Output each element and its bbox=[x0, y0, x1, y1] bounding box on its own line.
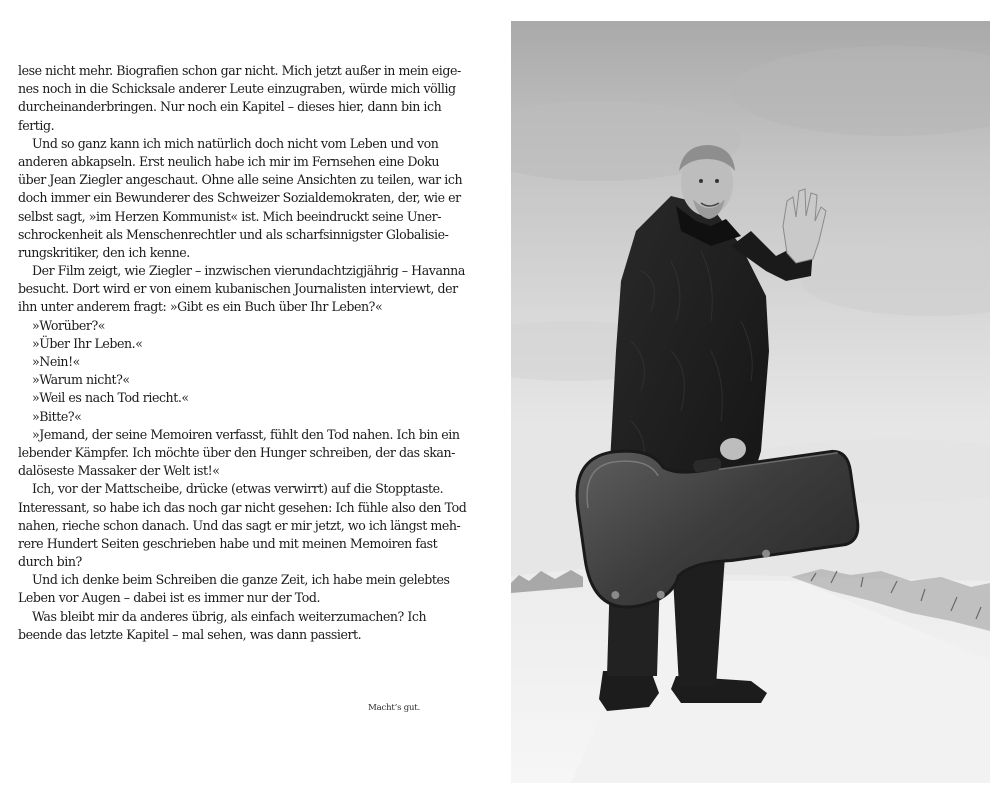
text-line: ihn unter anderem fragt: »Gibt es ein Buch über Ihr Leben?« bbox=[18, 299, 383, 315]
text-line: Ich, vor der Mattscheibe, drücke (etwas verwirrt) auf die Stopptaste. bbox=[32, 481, 444, 497]
text-line: doch immer ein Bewunderer des Schweizer Sozialdemokraten, der, wie er bbox=[18, 190, 461, 206]
text-line: Und so ganz kann ich mich natürlich doch nicht vom Leben und von bbox=[32, 135, 439, 151]
lower-hand bbox=[720, 438, 746, 460]
text-line: lebender Kämpfer. Ich möchte über den Hunger schreiben, der das skan- bbox=[18, 444, 455, 460]
photo-illustration bbox=[511, 21, 990, 783]
text-line: über Jean Ziegler angeschaut. Ohne alle seine Ansichten zu teilen, war ich bbox=[18, 172, 463, 188]
text-line: anderen abkapseln. Erst neulich habe ich mir im Fernsehen eine Doku bbox=[18, 153, 440, 169]
text-line: durch bin? bbox=[18, 554, 82, 570]
eye bbox=[715, 179, 719, 183]
text-line: selbst sagt, »im Herzen Kommunist« ist. Mich beeindruckt seine Uner- bbox=[18, 208, 442, 224]
text-line: fertig. bbox=[18, 117, 55, 133]
text-line: besucht. Dort wird er von einem kubanischen Journalisten interviewt, der bbox=[18, 281, 458, 297]
text-line: Und ich denke beim Schreiben die ganze Zeit, ich habe mein gelebtes bbox=[32, 572, 450, 588]
text-line: nes noch in die Schicksale anderer Leute einzugraben, würde mich völlig bbox=[18, 81, 456, 97]
text-line: »Über Ihr Leben.« bbox=[32, 335, 143, 351]
text-line: Leben vor Augen – dabei ist es immer nur der Tod. bbox=[18, 590, 321, 606]
signoff-text: Macht’s gut. bbox=[368, 703, 420, 713]
text-line: nahen, rieche schon danach. Und das sagt er mir jetzt, wo ich längst meh- bbox=[18, 517, 461, 533]
text-line: Interessant, so habe ich das noch gar nicht gesehen: Ich fühle also den Tod bbox=[18, 499, 467, 515]
text-line: durcheinanderbringen. Nur noch ein Kapitel – dieses hier, dann bin ich bbox=[18, 99, 442, 115]
text-line: Was bleibt mir da anderes übrig, als einfach weiterzumachen? Ich bbox=[32, 608, 427, 624]
text-line: »Jemand, der seine Memoiren verfasst, fühlt den Tod nahen. Ich bin ein bbox=[32, 426, 460, 442]
text-line: »Worüber?« bbox=[32, 317, 105, 333]
text-line: beende das letzte Kapitel – mal sehen, was dann passiert. bbox=[18, 626, 362, 642]
photo-man-with-guitar-case bbox=[511, 21, 990, 783]
text-line: »Warum nicht?« bbox=[32, 372, 130, 388]
left-shoe bbox=[599, 671, 659, 711]
text-line: lese nicht mehr. Biografien schon gar nicht. Mich jetzt außer in mein eige- bbox=[18, 63, 461, 78]
text-line: »Weil es nach Tod riecht.« bbox=[32, 390, 189, 406]
eye bbox=[699, 179, 703, 183]
body-text bbox=[18, 62, 467, 644]
text-line: Der Film zeigt, wie Ziegler – inzwischen vierundachtzigjährig – Havanna bbox=[32, 263, 465, 279]
text-line: dalöseste Massaker der Welt ist!« bbox=[18, 463, 220, 479]
text-line: »Bitte?« bbox=[32, 408, 82, 424]
text-line: rere Hundert Seiten geschrieben habe und mit meinen Memoiren fast bbox=[18, 535, 438, 551]
text-line: »Nein!« bbox=[32, 354, 80, 369]
text-line: schrockenheit als Menschenrechtler und als scharfsinnigster Globalisie- bbox=[18, 226, 449, 242]
text-line: rungskritiker, den ich kenne. bbox=[18, 244, 190, 260]
